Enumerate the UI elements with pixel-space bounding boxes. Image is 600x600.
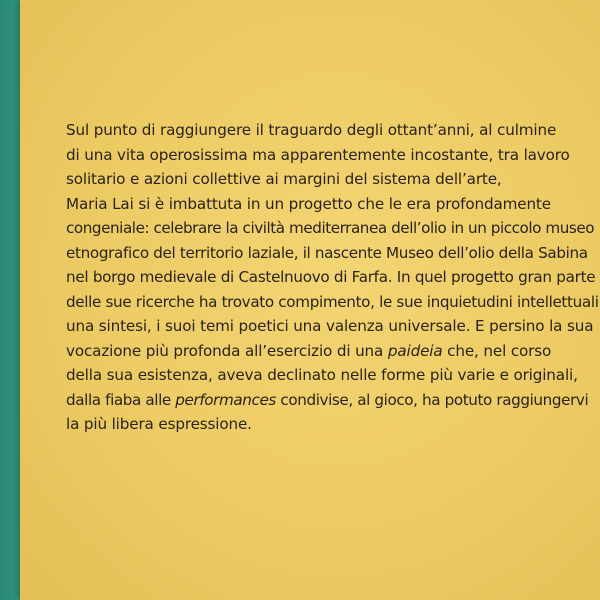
book-back-cover — [20, 0, 600, 600]
text-line: solitario e azioni collettive ai margini del sistema dell’arte, — [66, 170, 502, 188]
text-line: la più libera espressione. — [66, 415, 252, 433]
text-line: nel borgo medievale di Castelnuovo di Farfa. In quel progetto gran parte — [66, 268, 596, 286]
text-line: congeniale: celebrare la civiltà mediterranea dell’olio in un piccolo museo — [66, 219, 595, 237]
text-line: della sua esistenza, aveva declinato nelle forme più varie e originali, — [66, 366, 578, 384]
text-line: una sintesi, i suoi temi poetici una valenza universale. E persino la sua — [66, 317, 594, 335]
text-line: delle sue ricerche ha trovato compimento, le sue inquietudini intellettuali — [66, 292, 599, 311]
text-line: Maria Lai si è imbattuta in un progetto che le era profondamente — [66, 194, 551, 213]
text-line: etnografico del territorio laziale, il nascente Museo dell’olio della Sabina — [66, 243, 588, 262]
text-line: di una vita operosissima ma apparentemente incostante, tra lavoro — [66, 145, 570, 164]
text-line: dalla fiaba alle performances condivise, al gioco, ha potuto raggiungervi — [66, 390, 589, 409]
blurb-paragraph — [66, 118, 599, 437]
text-line: Sul punto di raggiungere il traguardo degli ottant’anni, al culmine — [66, 121, 557, 139]
italic-term-paideia: paideia — [387, 341, 443, 360]
italic-term-performances: performances — [175, 390, 276, 409]
text-line: vocazione più profonda all’esercizio di una paideia che, nel corso — [66, 341, 552, 360]
